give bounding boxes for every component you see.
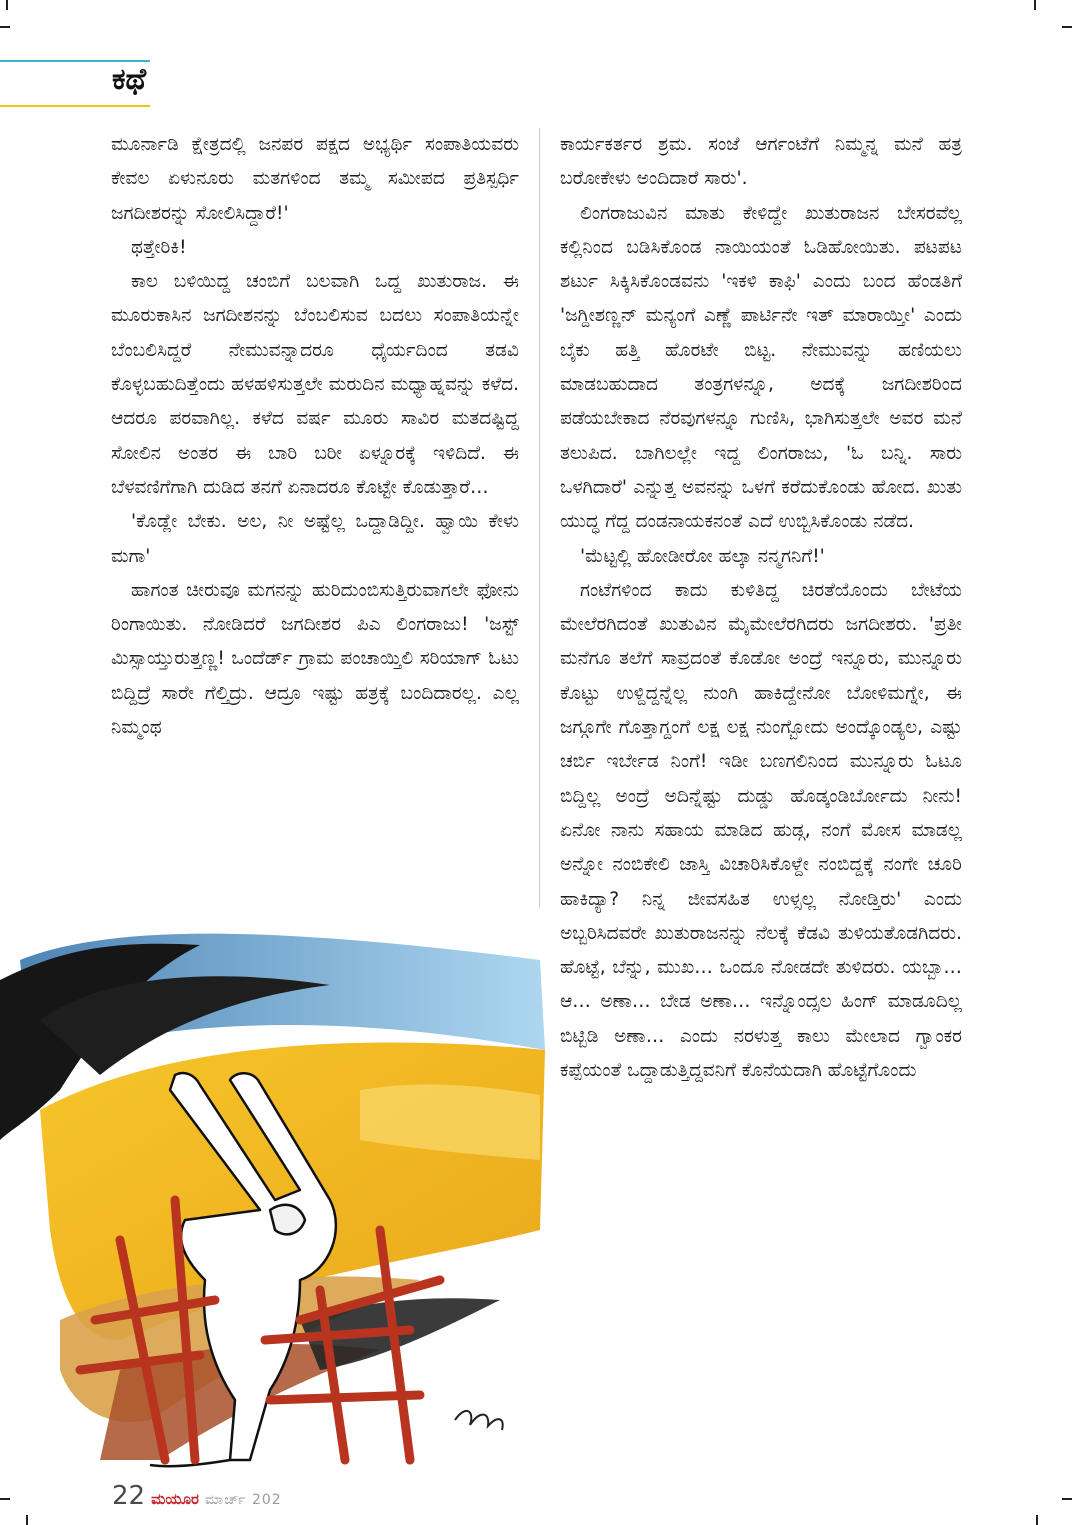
paragraph: ಲಿಂಗರಾಜುವಿನ ಮಾತು ಕೇಳಿದ್ದೇ ಖುತುರಾಜನ ಬೇಸರವೆಲ್ಲ ಕಲ್ಲಿನಿಂದ ಬಡಿಸಿಕೊಂಡ ನಾಯಿಯಂತೆ ಓಡಿಹೋಯಿತು. ಪಟಪಟ ಶರ್ಟು ಸಿಕ್ಕಿಸಿಕೊಂಡವನು 'ಇಕಳಿ ಕಾಫಿ' ಎಂದು ಬಂದ ಹೆಂಡತಿಗೆ 'ಜಗ್ದೀಶಣ್ಣನ್ ಮನ್ಯಂಗೆ ಎಣ್ಣೆ ಪಾರ್ಟಿನೇ ಇತ್ ಮಾರಾಯ್ತೀ' ಎಂದು ಬೈಕು ಹತ್ತಿ ಹೊರಟೇ ಬಿಟ್ಟ. ನೇಮುವನ್ನು ಹಣಿಯಲು ಮಾಡಬಹುದಾದ ತಂತ್ರಗಳನ್ನೂ, ಅದಕ್ಕೆ ಜಗದೀಶರಿಂದ ಪಡೆಯಬೇಕಾದ ನೆರವುಗಳನ್ನೂ ಗುಣಿಸಿ, ಭಾಗಿಸುತ್ತಲೇ ಅವರ ಮನೆ ತಲುಪಿದ. ಬಾಗಿಲಲ್ಲೇ ಇದ್ದ ಲಿಂಗರಾಜು, 'ಓ ಬನ್ನಿ. ಸಾರು ಒಳಗಿದಾರೆ' ಎನ್ನುತ್ತ ಅವನನ್ನು ಒಳಗೆ ಕರೆದುಕೊಂಡು ಹೋದ. ಖುತು ಯುದ್ಧ ಗೆದ್ದ ದಂಡನಾಯಕನಂತೆ ಎದೆ ಉಬ್ಬಿಸಿಕೊಂಡು ನಡೆದ. [560, 202, 962, 533]
page-number: 22 [112, 1481, 146, 1511]
crop-mark [6, 0, 8, 10]
issue-date: ಮಾರ್ಚ್ 202 [204, 1492, 282, 1508]
page-footer [112, 1481, 282, 1511]
magazine-logo: ಮಯೂರ [151, 1490, 199, 1508]
story-illustration [0, 900, 560, 1480]
text-column-left [111, 128, 519, 745]
text-column-right [560, 128, 962, 1088]
paragraph: 'ಮೆಟ್ಟಲ್ಲಿ ಹೋಡೀರೋ ಹಲ್ಕಾ ನನ್ಮಗನಿಗೆ!' [580, 545, 825, 567]
header-rule-bottom [0, 105, 150, 107]
paragraph: 'ಕೊಡ್ಲೇ ಬೇಕು. ಅಲ, ನೀ ಅಷ್ಟೆಲ್ಲ ಒದ್ದಾಡಿದ್ದೀ. ಹ್ವಾಯಿ ಕೇಳು ಮಗಾ' [111, 511, 519, 567]
section-title: ಕಥೆ [112, 62, 147, 97]
artist-signature [455, 1411, 503, 1430]
crop-mark [1034, 0, 1036, 10]
crop-mark [26, 1515, 28, 1525]
paragraph: ಗಂಟೆಗಳಿಂದ ಕಾದು ಕುಳಿತಿದ್ದ ಚಿರತೆಯೊಂದು ಬೇಟೆಯ ಮೇಲೆರಗಿದಂತೆ ಖುತುವಿನ ಮೈಮೇಲೆರಗಿದರು ಜಗದೀಶರು. 'ಪ್ರತೀ ಮನೆಗೂ ತಲೆಗೆ ಸಾವ್ರದಂತೆ ಕೊಡೋ ಅಂದ್ರೆ ಇನ್ನೂರು, ಮುನ್ನೂರು ಕೊಟ್ಟು ಉಳ್ದಿದ್ದನ್ನೆಲ್ಲ ನುಂಗಿ ಹಾಕಿದ್ದೇನೋ ಬೋಳಿಮಗ್ನೇ, ಈ ಜಗ್ಗೂಗೇ ಗೊತ್ತಾಗ್ದಂಗೆ ಲಕ್ಷ ಲಕ್ಷ ನುಂಗ್ಬೋದು ಅಂದ್ಕೊಂಡ್ಯಲ, ಎಷ್ಟು ಚರ್ಬಿ ಇರ್ಬೇಡ ನಿಂಗೆ! ಇಡೀ ಬಣಗಲಿನಿಂದ ಮುನ್ನೂರು ಓಟೂ ಬಿದ್ದಿಲ್ಲ ಅಂದ್ರೆ ಅದಿನ್ನೆಷ್ಟು ದುಡ್ಡು ಹೊಡ್ಕಂಡಿರ್ಬೋದು ನೀನು! ಏನೋ ನಾನು ಸಹಾಯ ಮಾಡಿದ ಹುಡ್ಗ, ನಂಗೆ ಮೋಸ ಮಾಡಲ್ಲ ಅನ್ನೋ ನಂಬಿಕೇಲಿ ಜಾಸ್ತಿ ವಿಚಾರಿಸಿಕೊಳ್ದೇ ನಂಬಿದ್ದಕ್ಕೆ ನಂಗೇ ಚೂರಿ ಹಾಕಿದ್ಯಾ? ನಿನ್ನ ಜೀವಸಹಿತ ಉಳ್ಸಲ್ಲ ನೋಡ್ತಿರು' ಎಂದು ಅಬ್ಬರಿಸಿದವರೇ ಖುತುರಾಜನನ್ನು ನೆಲಕ್ಕೆ ಕೆಡವಿ ತುಳಿಯತೊಡಗಿದರು. ಹೊಟ್ಟೆ, ಬೆನ್ನು, ಮುಖ… ಒಂದೂ ನೋಡದೇ ತುಳಿದರು. ಯಬ್ಬಾ… ಆ… ಅಣಾ… ಬೇಡ ಅಣಾ… ಇನ್ನೊಂದ್ಸಲ ಹಿಂಗ್ ಮಾಡೂದಿಲ್ಲ ಬಿಟ್ಬಿಡಿ ಅಣಾ… ಎಂದು ನರಳುತ್ತ ಕಾಲು ಮೇಲಾದ ಗ್ವಾಂಕರ ಕಪ್ಪೆಯಂತೆ ಒದ್ದಾಡುತ್ತಿದ್ದವನಿಗೆ ಕೊನೆಯದಾಗಿ ಹೊಟ್ಟೆಗೊಂದು [560, 579, 962, 1082]
crop-mark [0, 26, 10, 28]
paragraph: ಹಾಗಂತ ಚೀರುವೂ ಮಗನನ್ನು ಹುರಿದುಂಬಿಸುತ್ತಿರುವಾಗಲೇ ಫೋನು ರಿಂಗಾಯಿತು. ನೋಡಿದರೆ ಜಗದೀಶರ ಪಿಎ ಲಿಂಗರಾಜು! 'ಜಸ್ಟ್ ಮಿಸ್ಸಾಯ್ತುರುತ್ತಣ್ಣ! ಒಂದೆರ್ಡ್ ಗ್ರಾಮ ಪಂಚಾಯ್ತಿಲಿ ಸರಿಯಾಗ್ ಓಟು ಬಿದ್ದಿದ್ರೆ ಸಾರೇ ಗೆಲ್ತಿದ್ರು. ಆದ್ರೂ ಇಷ್ಟು ಹತ್ರಕ್ಕೆ ಬಂದಿದಾರಲ್ಲ. ಎಲ್ಲ ನಿಮ್ಮಂಥ [111, 579, 519, 739]
paragraph: ಥತ್ತೇರಿಕಿ! [131, 236, 187, 258]
crop-mark [1036, 1515, 1038, 1525]
paragraph: ಕಾಲ ಬಳಿಯಿದ್ದ ಚಂಬಿಗೆ ಬಲವಾಗಿ ಒದ್ದ ಖುತುರಾಜ. ಈ ಮೂರುಕಾಸಿನ ಜಗದೀಶನನ್ನು ಬೆಂಬಲಿಸುವ ಬದಲು ಸಂಪಾತಿಯನ್ನೇ ಬೆಂಬಲಿಸಿದ್ದರೆ ನೇಮುವನ್ನಾದರೂ ಧೈರ್ಯದಿಂದ ತಡವಿ ಕೊಳ್ಳಬಹುದಿತ್ತೆಂದು ಹಳಹಳಿಸುತ್ತಲೇ ಮರುದಿನ ಮಧ್ಯಾಹ್ನವನ್ನು ಕಳೆದ. ಆದರೂ ಪರವಾಗಿಲ್ಲ. ಕಳೆದ ವರ್ಷ ಮೂರು ಸಾವಿರ ಮತದಷ್ಟಿದ್ದ ಸೋಲಿನ ಅಂತರ ಈ ಬಾರಿ ಬರೀ ಏಳ್ನೂರಕ್ಕೆ ಇಳಿದಿದೆ. ಈ ಬೆಳವಣಿಗೆಗಾಗಿ ದುಡಿದ ತನಗೆ ಏನಾದರೂ ಕೊಟ್ಟೇ ಕೊಡುತ್ತಾರೆ… [111, 271, 519, 498]
crop-mark [1062, 1498, 1072, 1500]
column-divider [539, 128, 540, 908]
crop-mark [1062, 26, 1072, 28]
crop-mark [0, 1498, 10, 1500]
paragraph: ಕಾರ್ಯಕರ್ತರ ಶ್ರಮ. ಸಂಜೆ ಆರ್ಗಂಟೆಗೆ ನಿಮ್ಮನ್ನ ಮನೆ ಹತ್ರ ಬರೋಕೇಳು ಅಂದಿದಾರೆ ಸಾರು'. [560, 134, 962, 190]
paragraph: ಮೂರ್ನಾಡಿ ಕ್ಷೇತ್ರದಲ್ಲಿ ಜನಪರ ಪಕ್ಷದ ಅಭ್ಯರ್ಥಿ ಸಂಪಾತಿಯವರು ಕೇವಲ ಏಳುನೂರು ಮತಗಳಿಂದ ತಮ್ಮ ಸಮೀಪದ ಪ್ರತಿಸ್ಪರ್ಧಿ ಜಗದೀಶರನ್ನು ಸೋಲಿಸಿದ್ದಾರೆ!' [111, 134, 519, 224]
